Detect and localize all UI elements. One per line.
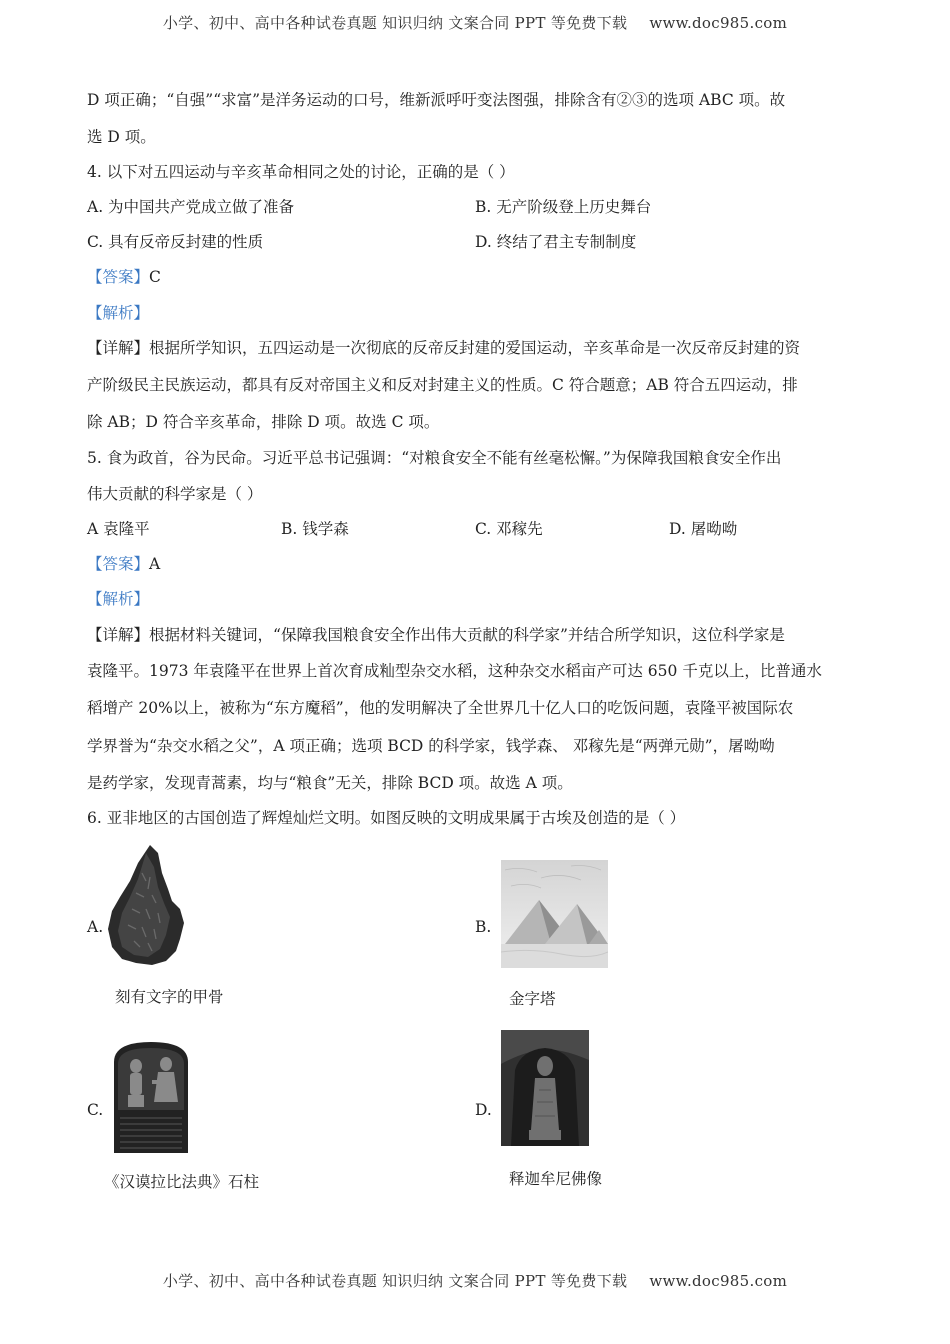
q4-option-d: D. 终结了君主专制制度 (475, 233, 637, 251)
page-header (0, 12, 950, 33)
q4-detail-line-1 (87, 338, 867, 358)
q5-detail-line-4: 学界誉为“杂交水稻之父”，A 项正确；选项 BCD 的科学家，钱学森、 邓稼先是“两弹元勋”，屠呦呦 (87, 737, 775, 755)
q4-option-a: A. 为中国共产党成立做了准备 (87, 198, 295, 216)
q4-detail-line-2: 产阶级民主民族运动，都具有反对帝国主义和反对封建主义的性质。C 符合题意；AB 符合五四运动，排 (87, 376, 798, 394)
q5-stem-line-2: 伟大贡献的科学家是（ ） (87, 485, 263, 503)
q6-option-a-caption: 刻有文字的甲骨 (115, 988, 224, 1006)
q4-detail-tag: 【详解】 (87, 339, 150, 357)
q6-option-b-label: B. (475, 918, 492, 936)
q5-detail-line-3: 稻增产 20%以上，被称为“东方魔稻”，他的发明解决了全世界几十亿人口的吃饭问题，袁隆平被国际农 (87, 699, 794, 717)
q5-option-d: D. 屠呦呦 (669, 520, 738, 538)
hammurabi-stele-image (108, 1040, 194, 1153)
q5-answer (87, 554, 867, 574)
q4-detail-line-3: 除 AB；D 符合辛亥革命，排除 D 项。故选 C 项。 (87, 413, 440, 431)
q6-option-a-label: A. (87, 918, 104, 936)
prev-explanation-line-1: D 项正确；“自强”“求富”是洋务运动的口号，维新派呼吁变法图强，排除含有②③的选项 ABC 项。故 (87, 91, 786, 109)
q5-option-b: B. 钱学森 (281, 520, 349, 538)
q4-answer-value: C (149, 268, 161, 286)
page-footer (0, 1270, 950, 1291)
q4-detail-text-1: 根据所学知识，五四运动是一次彻底的反帝反封建的爱国运动，辛亥革命是一次反帝反封建的资 (149, 339, 801, 357)
q5-option-a: A 袁隆平 (87, 520, 150, 538)
q5-answer-value: A (149, 555, 161, 573)
q6-option-c-caption: 《汉谟拉比法典》石柱 (104, 1173, 260, 1191)
q4-option-b: B. 无产阶级登上历史舞台 (475, 198, 652, 216)
q6-stem: 6. 亚非地区的古国创造了辉煌灿烂文明。如图反映的文明成果属于古埃及创造的是（ ） (87, 809, 686, 827)
q5-option-c: C. 邓稼先 (475, 520, 543, 538)
q4-answer-tag: 【答案】 (87, 268, 150, 286)
q6-option-d-label: D. (475, 1101, 492, 1119)
footer-site-link[interactable]: www.doc985.com (649, 1272, 788, 1290)
q4-answer (87, 267, 867, 287)
q4-analysis-tag: 【解析】 (87, 304, 150, 322)
header-text: 小学、初中、高中各种试卷真题 知识归纳 文案合同 PPT 等免费下载 (162, 14, 628, 32)
footer-text: 小学、初中、高中各种试卷真题 知识归纳 文案合同 PPT 等免费下载 (162, 1272, 628, 1290)
prev-explanation-line-2: 选 D 项。 (87, 128, 156, 146)
oracle-bone-image (106, 843, 186, 968)
pyramid-image (501, 860, 608, 968)
q6-option-b-caption: 金字塔 (509, 990, 556, 1008)
q5-answer-tag: 【答案】 (87, 555, 150, 573)
q5-detail-line-5: 是药学家，发现青蒿素，均与“粮食”无关，排除 BCD 项。故选 A 项。 (87, 774, 573, 792)
q5-detail-text-1: 根据材料关键词，“保障我国粮食安全作出伟大贡献的科学家”并结合所学知识，这位科学家是 (149, 626, 785, 644)
header-site-link[interactable]: www.doc985.com (649, 14, 788, 32)
q4-stem: 4. 以下对五四运动与辛亥革命相同之处的讨论，正确的是（ ） (87, 163, 515, 181)
q5-stem-line-1: 5. 食为政首，谷为民命。习近平总书记强调：“对粮食安全不能有丝毫松懈。”为保障我国粮食安全作出 (87, 449, 782, 467)
buddha-statue-image (501, 1030, 589, 1146)
q6-option-c-label: C. (87, 1101, 104, 1119)
q5-detail-line-2: 袁隆平。1973 年袁隆平在世界上首次育成籼型杂交水稻，这种杂交水稻亩产可达 650 千克以上，比普通水 (87, 662, 822, 680)
q5-analysis-tag: 【解析】 (87, 590, 150, 608)
q4-option-c: C. 具有反帝反封建的性质 (87, 233, 264, 251)
q5-detail-tag: 【详解】 (87, 626, 150, 644)
q5-detail-line-1 (87, 625, 867, 645)
q6-option-d-caption: 释迦牟尼佛像 (509, 1170, 603, 1188)
